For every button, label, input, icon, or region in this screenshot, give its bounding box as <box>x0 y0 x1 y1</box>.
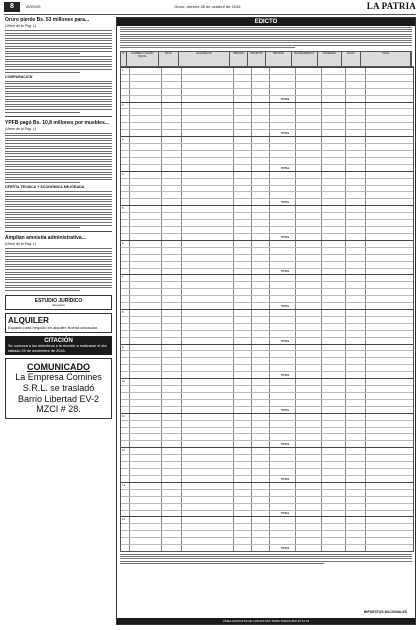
edicto-table <box>120 66 414 552</box>
table-column-header: PERIODO <box>230 52 248 66</box>
table-row <box>121 413 413 414</box>
row-total-label: TOTAL <box>281 305 290 308</box>
row-number: 12 <box>122 449 125 453</box>
article-title: YPFB pagó Bs. 10,8 millones por muebles... <box>5 119 109 126</box>
edicto-footer: LÍNEA GRATUITA DE CONSULTAS TRIBUTARIAS 800 10 34 44 <box>117 618 415 624</box>
article-body <box>5 133 112 183</box>
row-total-label: TOTAL <box>281 512 290 516</box>
page-header <box>4 2 416 15</box>
table-row <box>121 482 413 483</box>
row-number: 4 <box>122 172 124 176</box>
article-title: Oruro pierde Bs. 53 millones para... <box>5 17 90 23</box>
edicto-notice <box>116 17 416 625</box>
ad-title: ESTUDIO JURÍDICO <box>34 297 83 304</box>
table-column-header: DOCUMENTO <box>179 52 231 66</box>
table-column-header: NIT/CI <box>159 52 179 66</box>
table-column-header: MANTENIMIENTO <box>292 52 318 66</box>
row-total-label: TOTAL <box>281 97 290 101</box>
page-number: 8 <box>4 2 20 12</box>
table-row <box>121 274 413 275</box>
table-row <box>121 516 413 517</box>
article-body <box>5 191 112 228</box>
row-total-label: TOTAL <box>281 270 290 274</box>
newspaper-logo: LA PATRIA <box>366 1 416 11</box>
row-number: 10 <box>122 380 125 384</box>
ad-text: Abogados <box>52 302 65 307</box>
row-total-label: TOTAL <box>281 235 290 239</box>
table-row <box>121 240 413 241</box>
table-row <box>121 378 413 379</box>
ad-text: Espacio para negocio en alquiler, buena ubicación. <box>8 325 99 331</box>
article-byline: (Viene de la Pág. 1) <box>5 24 36 28</box>
article-subhead: OFERTA TÉCNICA Y ECONÓMICA MEJORADA <box>5 184 85 189</box>
ad-text: Se convoca a los miembros a la reunión a realizarse el día sábado 29 de noviembre de 2016. <box>8 344 107 353</box>
row-number: 5 <box>122 207 124 211</box>
row-total-label: TOTAL <box>281 547 290 550</box>
table-column-header: INTERESES <box>318 52 342 66</box>
row-number: 9 <box>122 345 124 349</box>
article-body <box>5 81 112 113</box>
ad-estudio-juridico <box>5 295 112 310</box>
ad-title: ALQUILER <box>8 316 49 326</box>
table-column-header: TOTAL <box>361 52 411 66</box>
ad-title: COMUNICADO <box>27 362 90 373</box>
table-row <box>121 309 413 310</box>
row-number: 8 <box>122 311 124 314</box>
row-number: 3 <box>122 138 124 142</box>
row-number: 13 <box>122 483 125 487</box>
table-header <box>120 51 412 67</box>
section-label: AVISOS <box>26 4 41 9</box>
article-title: Amplían amnistía administrativa... <box>5 235 86 242</box>
table-row <box>121 344 413 345</box>
table-column-header: NOMBRE O RAZÓN SOCIAL <box>127 52 159 66</box>
left-column <box>5 17 112 625</box>
row-number: 6 <box>122 241 124 245</box>
article-body <box>5 248 112 291</box>
table-row <box>121 447 413 448</box>
table-column-header: IMPUESTO <box>248 52 266 66</box>
row-total-label: TOTAL <box>281 408 290 412</box>
table-column-header: MULTA <box>342 52 362 66</box>
article-body <box>5 30 112 73</box>
row-total-label: TOTAL <box>281 477 290 481</box>
ad-alquiler <box>5 313 112 333</box>
edicto-footnote <box>120 554 412 565</box>
row-total-label: TOTAL <box>281 201 290 205</box>
row-number: 14 <box>122 518 125 522</box>
row-number: 11 <box>122 414 125 418</box>
row-total-label: TOTAL <box>281 166 290 170</box>
row-total-label: TOTAL <box>281 132 290 136</box>
article-byline: (Viene de la Pág. 1) <box>5 126 36 131</box>
article-byline: (Viene de la Pág. 1) <box>5 242 36 247</box>
ad-line: MZCI # 28. <box>36 404 81 415</box>
ad-line: S.R.L. se trasladó <box>22 382 95 393</box>
row-total-label: TOTAL <box>281 339 290 343</box>
row-number: 2 <box>122 103 124 107</box>
edicto-title: EDICTO <box>117 18 415 26</box>
ad-citacion <box>5 336 112 355</box>
table-row <box>121 205 413 206</box>
table-column-header: IMPORTE <box>266 52 292 66</box>
article-subhead: COMPARACIÓN <box>5 74 33 79</box>
row-total-label: TOTAL <box>281 374 290 378</box>
table-row <box>121 102 413 103</box>
ad-line: Barrio Libertad EV-2 <box>17 393 100 404</box>
row-total-label: TOTAL <box>281 443 290 447</box>
table-row <box>121 67 413 68</box>
table-column-header: Nº <box>121 52 127 66</box>
divider <box>5 231 112 232</box>
row-number: 7 <box>122 276 124 280</box>
signature-block: IMPUESTOS NACIONALES <box>363 610 407 614</box>
table-row <box>121 171 413 172</box>
issue-date: Oruro, viernes 28 de octubre de 2016 <box>174 4 241 9</box>
row-number: 1 <box>122 69 124 72</box>
ad-line: La Empresa Comines <box>15 372 102 383</box>
table-row <box>121 136 413 137</box>
edicto-intro <box>117 26 415 50</box>
ad-comunicado <box>5 358 112 418</box>
ad-title: CITACIÓN <box>44 338 73 345</box>
divider <box>5 116 112 117</box>
